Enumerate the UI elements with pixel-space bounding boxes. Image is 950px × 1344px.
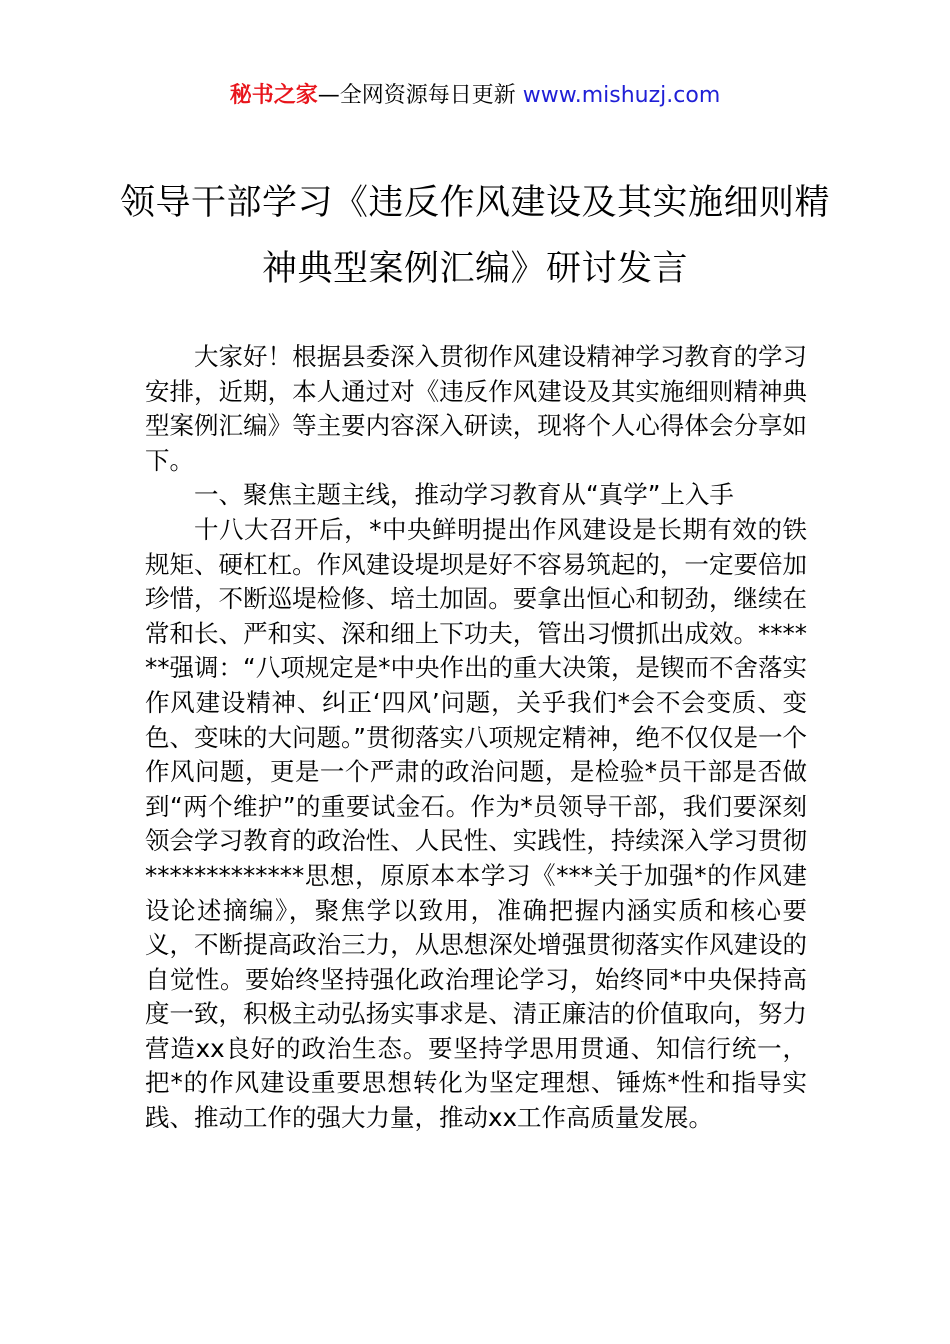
site-url-link[interactable]: www.mishuzj.com bbox=[522, 83, 721, 108]
section-1-paragraph: 十八大召开后，*中央鲜明提出作风建设是长期有效的铁规矩、硬杠杠。作风建设堤坝是好不容易筑起的，一定要倍加珍惜，不断巡堤检修、培土加固。要拿出恒心和韧劲，继续在常和长、严和实、深和细上下功夫，管出习惯抓出成效。******强调：“八项规定是*中央作出的重大决策，是锲而不舍落实作风建设精神、纠正‘四风’问题，关乎我们*会不会变质、变色、变味的大问题。”贯彻落实八项规定精神，绝不仅仅是一个作风问题，更是一个严肃的政治问题，是检验*员干部是否做到“两个维护”的重要试金石。作为*员领导干部，我们要深刻领会学习教育的政治性、人民性、实践性，持续深入学习贯彻*************思想，原原本本学习《***关于加强*的作风建设论述摘编》，聚焦学以致用，准确把握内涵实质和核心要义，不断提高政治三力，从思想深处增强贯彻落实作风建设的自觉性。要始终坚持强化政治理论学习，始终同*中央保持高度一致，积极主动弘扬实事求是、清正廉洁的价值取向，努力营造xx良好的政治生态。要坚持学思用贯通、知信行统一，把*的作风建设重要思想转化为坚定理想、锤炼*性和指导实践、推动工作的强大力量，推动xx工作高质量发展。 bbox=[145, 514, 807, 1133]
document-title: 领导干部学习《违反作风建设及其实施细则精神典型案例汇编》研讨发言 bbox=[120, 183, 831, 289]
site-tagline: —全网资源每日更新 bbox=[317, 83, 516, 108]
intro-paragraph: 大家好！根据县委深入贯彻作风建设精神学习教育的学习安排，近期，本人通过对《违反作风建设及其实施细则精神典型案例汇编》等主要内容深入研读，现将个人心得体会分享如下。 bbox=[145, 342, 807, 475]
brand-name: 秘书之家 bbox=[229, 83, 318, 108]
document-body bbox=[145, 340, 807, 1136]
section-heading-1: 一、聚焦主题主线，推动学习教育从“真学”上入手 bbox=[194, 480, 734, 510]
site-header bbox=[0, 80, 950, 112]
